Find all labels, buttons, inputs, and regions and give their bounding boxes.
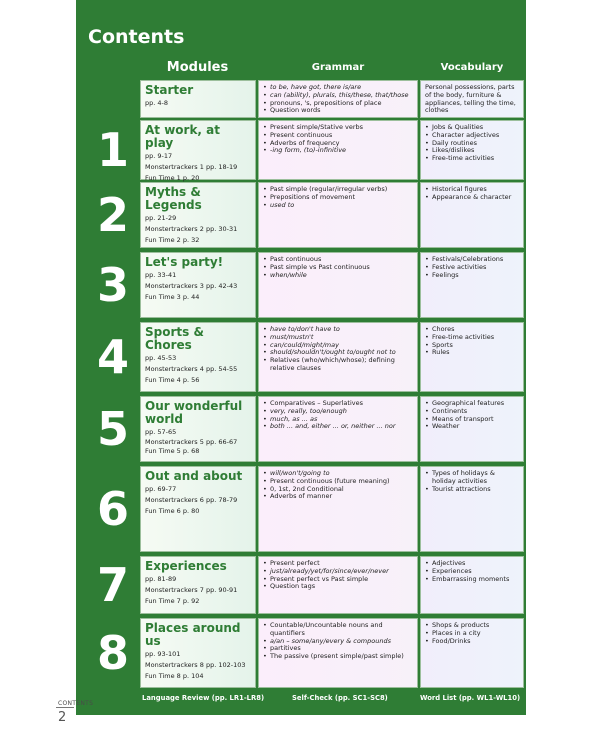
monstertrackers-ref: Monstertrackers 8 pp. 102-103 <box>145 661 246 669</box>
vocab-item: • Means of transport <box>425 416 519 424</box>
grammar-item: • Adverbs of frequency <box>263 140 413 148</box>
module-title: Myths & Legends <box>145 185 202 212</box>
grammar-cell <box>258 322 418 392</box>
grammar-item: • very, really, too/enough <box>263 408 413 416</box>
grammar-cell <box>258 618 418 688</box>
grammar-item: • have to/don't have to <box>263 326 413 334</box>
module-pages: pp. 45-53 <box>145 354 177 362</box>
grammar-item: • Question words <box>263 107 413 115</box>
vocab-item: • Feelings <box>425 272 519 280</box>
vocab-item: Personal possessions, parts of the body, furniture & appliances, telling the time, clothes <box>425 83 516 115</box>
module-number <box>88 80 138 118</box>
vocabulary-cell <box>420 556 524 614</box>
funtime-ref: Fun Time 6 p. 80 <box>145 507 200 515</box>
module-title: Our wonderful world <box>145 399 243 426</box>
vocab-item: • Food/Drinks <box>425 638 519 646</box>
module-cell <box>140 322 256 392</box>
grammar-item: • Prepositions of movement <box>263 194 413 202</box>
vocab-item: • Festivals/Celebrations <box>425 256 519 264</box>
vocab-item: • Likes/dislikes <box>425 147 519 155</box>
module-number: 4 <box>96 330 129 384</box>
header-grammar: Grammar <box>311 61 365 73</box>
grammar-cell <box>258 396 418 462</box>
row-module-2 <box>88 182 524 248</box>
grammar-item: • Question tags <box>263 583 413 591</box>
vocab-item: • Tourist attractions <box>425 486 519 494</box>
module-number: 8 <box>96 626 129 680</box>
module-cell <box>140 80 256 118</box>
page-number: 2 <box>58 710 67 725</box>
vocab-item: • Types of holidays & holiday activities <box>425 470 519 486</box>
row-module-4 <box>88 322 524 392</box>
funtime-ref: Fun Time 4 p. 56 <box>145 376 200 384</box>
monstertrackers-ref: Monstertrackers 5 pp. 66-67 <box>145 438 238 446</box>
funtime-ref: Fun Time 2 p. 32 <box>145 236 200 244</box>
row-module-1 <box>88 120 524 180</box>
vocab-item: • Places in a city <box>425 630 519 638</box>
funtime-ref: Fun Time 3 p. 44 <box>145 293 200 301</box>
vocab-item: • Adjectives <box>425 560 519 568</box>
monstertrackers-ref: Monstertrackers 2 pp. 30-31 <box>145 225 238 233</box>
vocabulary-cell <box>420 252 524 318</box>
vocab-item: • Geographical features <box>425 400 519 408</box>
grammar-item: • Comparatives – Superlatives <box>263 400 413 408</box>
funtime-ref: Fun Time 7 p. 92 <box>145 597 200 605</box>
row-module-5 <box>88 396 524 462</box>
vocab-item: • Historical figures <box>425 186 519 194</box>
grammar-item: • Relatives (who/which/whose); defining relative clauses <box>263 357 413 373</box>
module-cell <box>140 120 256 180</box>
vocab-item: • Chores <box>425 326 519 334</box>
vocab-item: • Free-time activities <box>425 155 519 163</box>
grammar-item: • can/could/might/may <box>263 342 413 350</box>
grammar-item: • Countable/Uncountable nouns and quantifiers <box>263 622 413 638</box>
page-title: Contents <box>88 26 185 48</box>
monstertrackers-ref: Monstertrackers 3 pp. 42-43 <box>145 282 238 290</box>
module-title: Let's party! <box>145 255 224 269</box>
vocab-item: • Rules <box>425 349 519 357</box>
module-cell <box>140 252 256 318</box>
language-review-link: Language Review (pp. LR1-LR8) <box>142 694 265 702</box>
vocab-item: • Daily routines <box>425 140 519 148</box>
vocabulary-cell <box>420 182 524 248</box>
monstertrackers-ref: Monstertrackers 4 pp. 54-55 <box>145 365 238 373</box>
module-number: 2 <box>96 188 129 242</box>
module-pages: pp. 4-8 <box>145 99 169 107</box>
monstertrackers-ref: Monstertrackers 1 pp. 18-19 <box>145 163 238 171</box>
grammar-item: • will/won't/going to <box>263 470 413 478</box>
vocabulary-cell <box>420 120 524 180</box>
grammar-item: • Past simple vs Past continuous <box>263 264 413 272</box>
grammar-item: • pronouns, 's, prepositions of place <box>263 100 413 108</box>
word-list-link: Word List (pp. WL1-WL10) <box>420 694 521 702</box>
grammar-item: • Adverbs of manner <box>263 493 413 501</box>
vocab-item: • Experiences <box>425 568 519 576</box>
module-pages: pp. 9-17 <box>145 152 173 160</box>
module-cell <box>140 182 256 248</box>
row-module-8 <box>88 618 524 688</box>
grammar-item: • Past simple (regular/irregular verbs) <box>263 186 413 194</box>
module-cell <box>140 396 256 462</box>
vocab-item: • Jobs & Qualities <box>425 124 519 132</box>
module-title: Sports & Chores <box>145 325 204 352</box>
module-pages: pp. 57-65 <box>145 428 177 436</box>
grammar-item: • when/while <box>263 272 413 280</box>
header-modules: Modules <box>166 59 229 75</box>
module-title: Places around us <box>145 621 241 648</box>
grammar-item: • just/already/yet/for/since/ever/never <box>263 568 413 576</box>
grammar-cell <box>258 252 418 318</box>
grammar-item: • -ing form, (to)-infinitive <box>263 147 413 155</box>
module-cell <box>140 556 256 614</box>
grammar-item: • Present continuous (future meaning) <box>263 478 413 486</box>
grammar-item: • Present perfect vs Past simple <box>263 576 413 584</box>
grammar-cell <box>258 466 418 552</box>
grammar-item: • 0, 1st, 2nd Conditional <box>263 486 413 494</box>
grammar-item: • used to <box>263 202 413 210</box>
grammar-item: • Past continuous <box>263 256 413 264</box>
module-pages: pp. 93-101 <box>145 650 181 658</box>
grammar-item: • must/mustn't <box>263 334 413 342</box>
module-number: 5 <box>96 402 129 456</box>
vocab-item: • Sports <box>425 342 519 350</box>
grammar-cell <box>258 80 418 118</box>
grammar-cell <box>258 182 418 248</box>
grammar-item: • both ... and, either ... or, neither ... nor <box>263 423 413 431</box>
grammar-item: • Present perfect <box>263 560 413 568</box>
module-number: 1 <box>96 123 129 177</box>
side-label: CONTENTS <box>58 700 94 707</box>
grammar-item: • should/shouldn't/ought to/ought not to <box>263 349 413 357</box>
module-title: Starter <box>145 83 194 97</box>
header-vocabulary: Vocabulary <box>440 61 504 73</box>
module-cell <box>140 618 256 688</box>
grammar-cell <box>258 556 418 614</box>
vocabulary-cell <box>420 618 524 688</box>
grammar-item: • can (ability), plurals, this/these, that/those <box>263 92 413 100</box>
module-number: 3 <box>96 258 129 312</box>
grammar-item: • partitives <box>263 645 413 653</box>
grammar-item: • much, as ... as <box>263 416 413 424</box>
vocab-item: • Free-time activities <box>425 334 519 342</box>
monstertrackers-ref: Monstertrackers 7 pp. 90-91 <box>145 586 238 594</box>
vocab-item: • Appearance & character <box>425 194 519 202</box>
module-number: 7 <box>96 558 129 612</box>
grammar-cell <box>258 120 418 180</box>
row-module-7 <box>88 556 524 614</box>
funtime-ref: Fun Time 5 p. 68 <box>145 447 200 455</box>
module-number: 6 <box>96 482 129 536</box>
row-module-3 <box>88 252 524 318</box>
vocabulary-cell <box>420 322 524 392</box>
module-pages: pp. 81-89 <box>145 575 177 583</box>
funtime-ref: Fun Time 8 p. 104 <box>145 672 204 680</box>
grammar-item: • Present continuous <box>263 132 413 140</box>
module-pages: pp. 21-29 <box>145 214 177 222</box>
monstertrackers-ref: Monstertrackers 6 pp. 78-79 <box>145 496 238 504</box>
vocabulary-cell <box>420 466 524 552</box>
grammar-item: • The passive (present simple/past simple) <box>263 653 413 661</box>
vocabulary-cell <box>420 396 524 462</box>
vocab-item: • Embarrassing moments <box>425 576 519 584</box>
grammar-item: • to be, have got, there is/are <box>263 84 413 92</box>
vocabulary-cell <box>420 80 524 118</box>
vocab-item: • Shops & products <box>425 622 519 630</box>
vocab-item: • Festive activities <box>425 264 519 272</box>
module-title: At work, at play <box>145 123 220 150</box>
self-check-link: Self-Check (pp. SC1-SC8) <box>292 694 388 702</box>
module-pages: pp. 33-41 <box>145 271 177 279</box>
funtime-ref: Fun Time 1 p. 20 <box>145 174 200 182</box>
vocab-item: • Weather <box>425 423 519 431</box>
vocab-item: • Character adjectives <box>425 132 519 140</box>
grammar-item: • a/an – some/any/every & compounds <box>263 638 413 646</box>
module-title: Experiences <box>145 559 227 573</box>
row-module-6 <box>88 466 524 552</box>
module-pages: pp. 69-77 <box>145 485 177 493</box>
vocab-item: • Continents <box>425 408 519 416</box>
row-starter <box>88 80 524 118</box>
module-title: Out and about <box>145 469 243 483</box>
side-divider <box>56 707 74 708</box>
grammar-item: • Present simple/Stative verbs <box>263 124 413 132</box>
module-cell <box>140 466 256 552</box>
